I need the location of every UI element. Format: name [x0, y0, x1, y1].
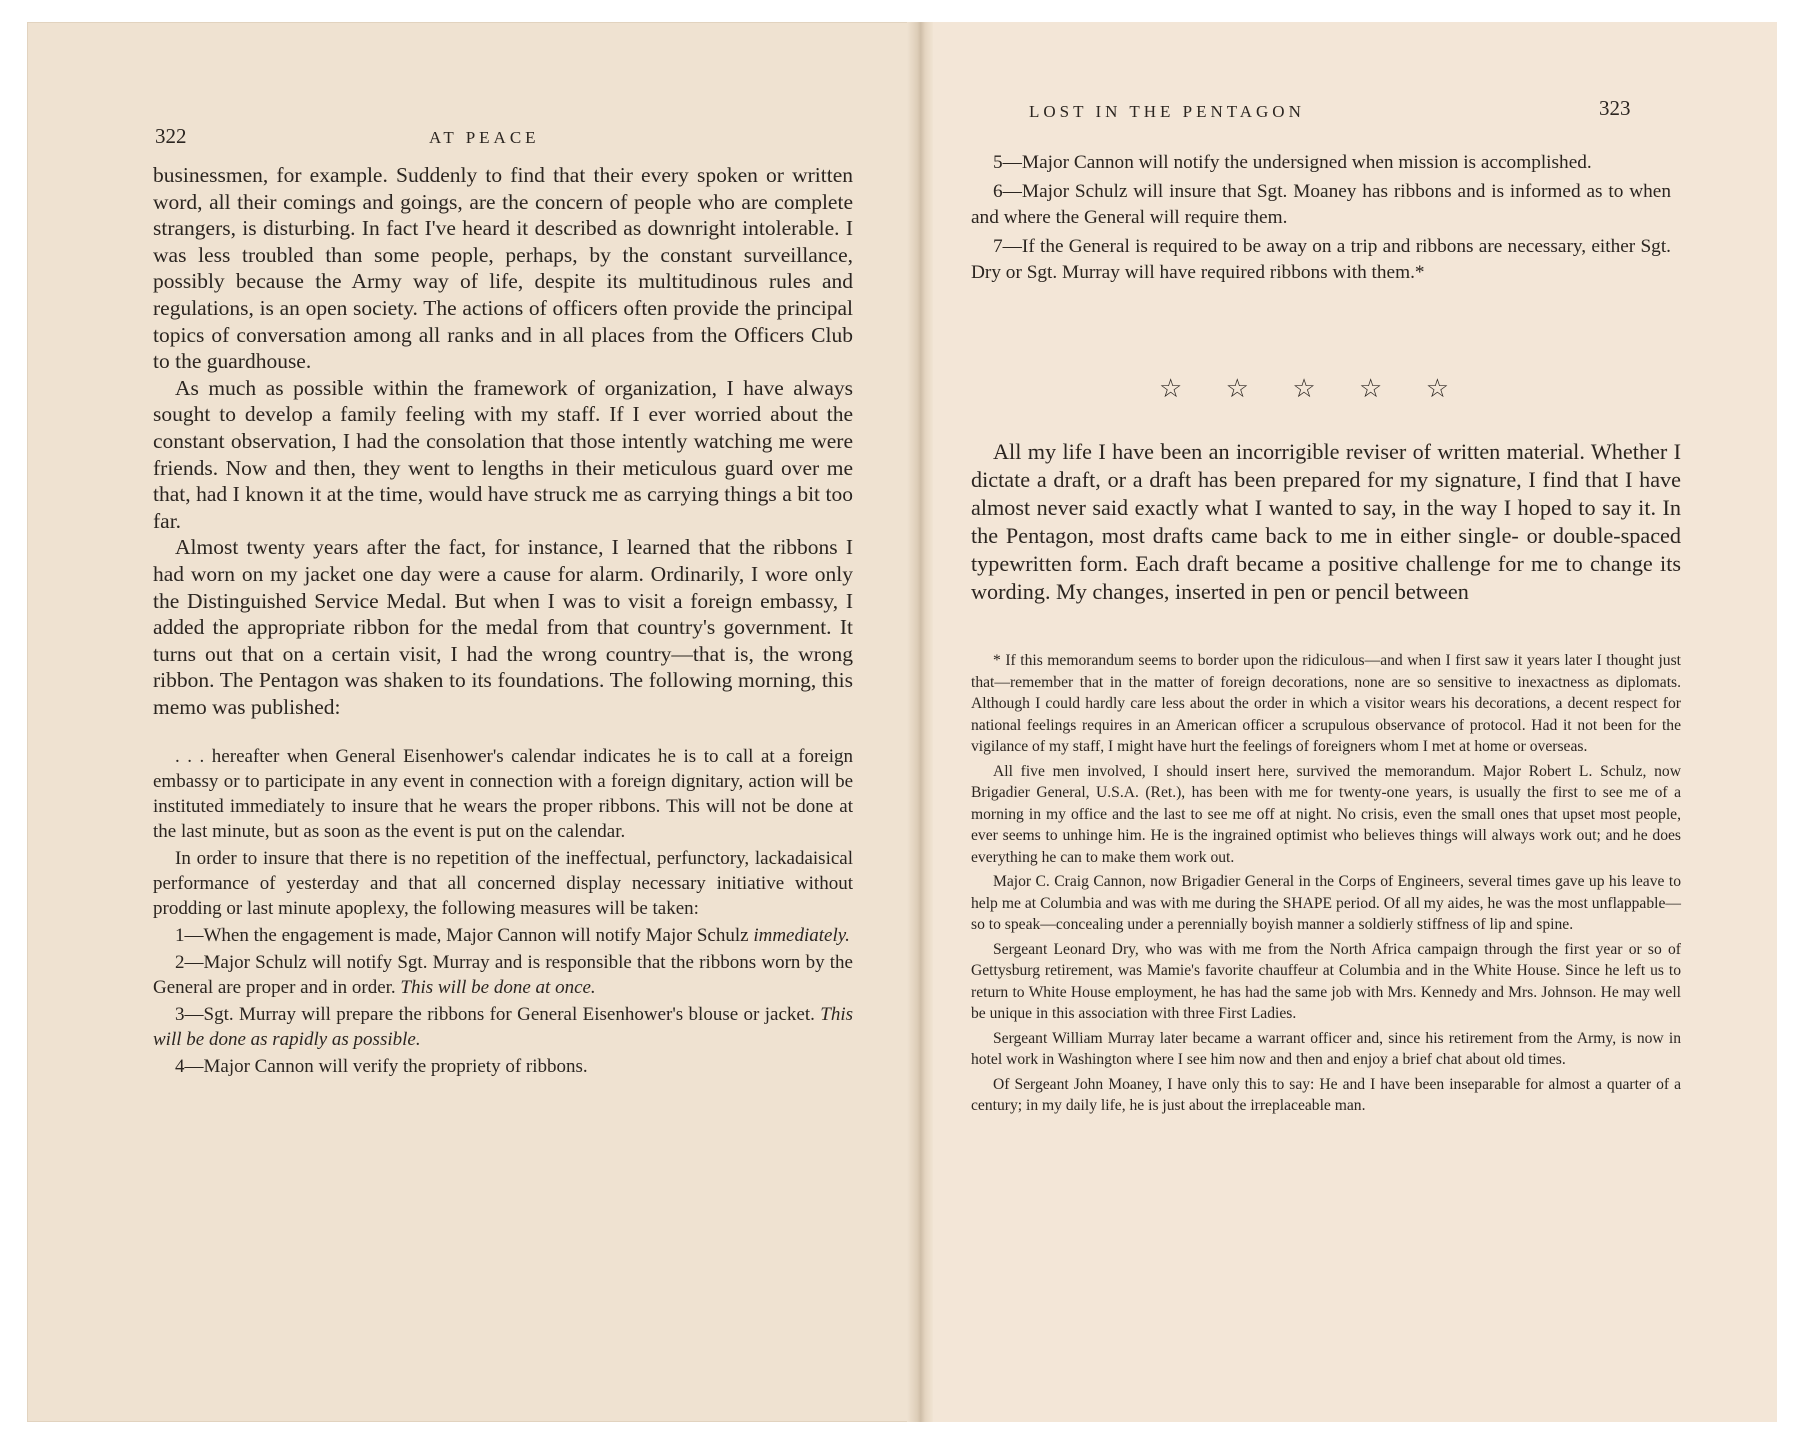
memo-item-4: 4—Major Cannon will verify the propriety of ribbons.: [175, 1056, 588, 1078]
footnote-paragraph: * If this memorandum seems to border upon the ridiculous—and when I first saw it years later I thought just that—remember that in the matter of foreign decorations, none are so sensitive to inexactness as diplomats. Although I could hardly care less about the order in which a visitor wears his decorations, a decent respect for national feelings requires in an American officer a scrupulous observance of protocol. Had it not been for the vigilance of my staff, I might have hurt the feelings of foreigners whom I met at home or overseas.: [971, 652, 1681, 755]
right-running-head: LOST IN THE PENTAGON: [1029, 102, 1305, 121]
star-icon: ☆: [1425, 374, 1449, 403]
memo-quote: [153, 744, 853, 1079]
footnote-paragraph: Of Sergeant John Moaney, I have only this to say: He and I have been inseparable for almost a quarter of a century; in my daily life, he is just about the irreplaceable man.: [971, 1075, 1681, 1114]
paragraph: As much as possible within the framework of organization, I have always sought to develop a family feeling with my staff. If I ever worried about the constant observation, I had the consolation that those intently watching me were friends. Now and then, they went to lengths in their meticulous guard over me that, had I known it at the time, would have struck me as carrying things a bit too far.: [153, 375, 853, 533]
book-gutter: [907, 22, 933, 1422]
memo-item-3: 3—Sgt. Murray will prepare the ribbons for General Eisenhower's blouse or jacket. This will be done as rapidly as possible.: [153, 1004, 853, 1051]
star-icon: ☆: [1159, 374, 1183, 403]
memo-paragraph: In order to insure that there is no repetition of the ineffectual, perfunctory, lackadaisical performance of yesterday and that all concerned display necessary initiative without prodding or last minute apoplexy, the following measures will be taken:: [153, 848, 853, 920]
paragraph: Almost twenty years after the fact, for instance, I learned that the ribbons I had worn on my jacket one day were a cause for alarm. Ordinarily, I wore only the Distinguished Service Medal. But when I was to visit a foreign embassy, I added the appropriate ribbon for the medal from that country's government. It turns out that on a certain visit, I had the wrong country—that is, the wrong ribbon. The Pentagon was shaken to its foundations. The following morning, this memo was published:: [153, 535, 853, 719]
footnote-paragraph: Major C. Craig Cannon, now Brigadier General in the Corps of Engineers, several times gave up his leave to help me at Columbia and was with me during the SHAPE period. Of all my aides, he was the most unflappable—so to speak—concealing under a perennially boyish manner a soldierly stiffness of lip and spine.: [971, 873, 1681, 933]
paragraph: All my life I have been an incorrigible reviser of written material. Whether I dictate a draft, or a draft has been prepared for my signature, I find that I have almost never said exactly what I wanted to say, in the way I hoped to say it. In the Pentagon, most drafts came back to me in either single- or double-spaced typewritten form. Each draft became a positive challenge for me to change its wording. My changes, inserted in pen or pencil between: [971, 439, 1681, 604]
paragraph: businessmen, for example. Suddenly to find that their every spoken or written word, all their comings and goings, are the concern of people who are complete strangers, is disturbing. In fact I've heard it described as downright intolerable. I was less troubled than some people, perhaps, by the constant surveillance, possibly because the Army way of life, despite its multitudinous rules and regulations, is an open society. The actions of officers often provide the principal topics of conversation among all ranks and in all places from the Officers Club to the guardhouse.: [153, 163, 853, 374]
section-break-stars: [1159, 376, 1449, 402]
star-icon: ☆: [1359, 374, 1383, 403]
memo-item-1: 1—When the engagement is made, Major Cannon will notify Major Schulz immediately.: [175, 925, 850, 947]
memo-item-5: 5—Major Cannon will notify the undersigned when mission is accomplished.: [993, 152, 1592, 173]
star-icon: ☆: [1225, 374, 1249, 403]
book-spread: [27, 22, 1777, 1422]
memo-continuation: [971, 150, 1671, 289]
memo-item-6: 6—Major Schulz will insure that Sgt. Moaney has ribbons and is informed as to when and where the General will require them.: [971, 181, 1671, 228]
footnote-paragraph: Sergeant Leonard Dry, who was with me from the North Africa campaign through the first year or so of Gettysburg retirement, was Mamie's favorite chauffeur at Columbia and in the White House. Since he left us to return to White House employment, he has had the same job with Mrs. Kennedy and Mrs. Johnson. He may well be unique in this association with three First Ladies.: [971, 940, 1681, 1022]
left-page-text: [153, 162, 853, 1081]
footnote: [971, 650, 1681, 1120]
memo-item-7: 7—If the General is required to be away on a trip and ribbons are necessary, either Sgt. Dry or Sgt. Murray will have required ribbons with them.*: [971, 236, 1671, 283]
left-running-head: AT PEACE: [429, 128, 540, 147]
star-icon: ☆: [1292, 374, 1316, 403]
right-page: [933, 22, 1777, 1422]
memo-item-2: 2—Major Schulz will notify Sgt. Murray and is responsible that the ribbons worn by the General are proper and in order. This will be done at once.: [153, 952, 853, 999]
footnote-paragraph: Sergeant William Murray later became a warrant officer and, since his retirement from the Army, is now in hotel work in Washington where I see him now and then and enjoy a brief chat about old times.: [971, 1029, 1681, 1068]
memo-opening: . . . hereafter when General Eisenhower's calendar indicates he is to call at a foreign embassy or to participate in any event in connection with a foreign dignitary, action will be instituted immediately to insure that he wears the proper ribbons. This will not be done at the last minute, but as soon as the event is put on the calendar.: [153, 746, 853, 843]
right-page-text: [971, 438, 1681, 606]
left-page: [27, 22, 907, 1422]
left-page-number: 322: [155, 124, 187, 148]
right-page-number: 323: [1599, 96, 1631, 120]
footnote-paragraph: All five men involved, I should insert here, survived the memorandum. Major Robert L. Schulz, now Brigadier General, U.S.A. (Ret.), has been with me for twenty-one years, is usually the first to see me of a morning in my office and the last to see me off at night. No crisis, even the small ones that upset most people, ever seems to unhinge him. He is the ingrained optimist who believes things will always work out; and he does everything he can to make them work out.: [971, 762, 1681, 866]
